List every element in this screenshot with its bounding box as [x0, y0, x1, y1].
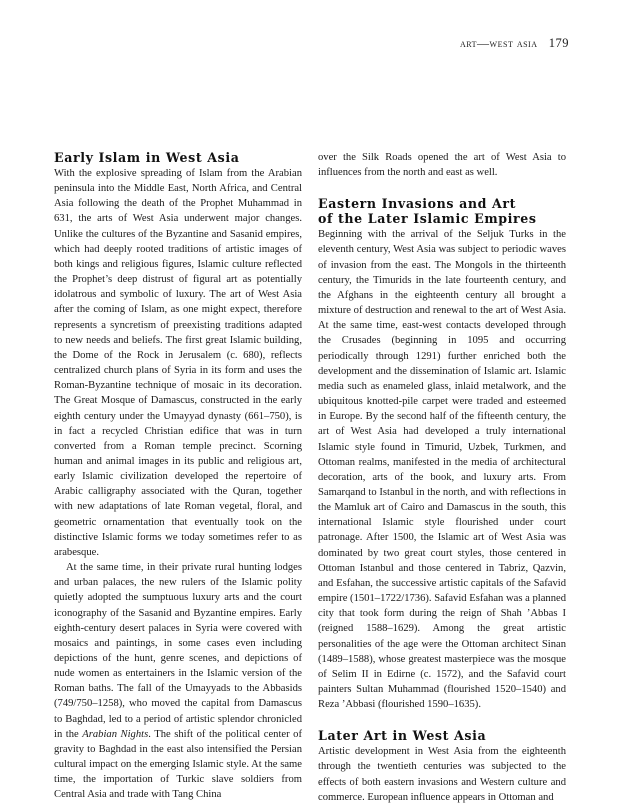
paragraph-later-art: Artistic development in West Asia from the eighteenth through the twentieth centuries was subjected to the effects of both eastern invasions and Western culture and commerce. European influence appears in Ottoman and: [318, 746, 566, 803]
section-heading-eastern-invasions: [318, 196, 566, 226]
heading-line-1: Eastern Invasions and Art: [318, 196, 517, 212]
running-head-section: art—west asia: [460, 36, 538, 50]
section-heading-early-islam: Early Islam in West Asia: [54, 150, 240, 165]
heading-line-2: of the Later Islamic Empires: [318, 211, 537, 227]
right-column: [318, 150, 566, 805]
paragraph-early-islam-2-text-b: . The shift of the political center of gravity to Baghdad in the east also intensified the Persian cultural impact on the emerging Islamic style. At the same time, the importation of Turkic slave soldiers from Central Asia and trade with Tang China: [54, 728, 303, 801]
paragraph-early-islam-2: [54, 560, 302, 803]
left-column: [54, 150, 302, 803]
arabian-nights-title: Arabian Nights: [82, 728, 149, 740]
paragraph-eastern-invasions: Beginning with the arrival of the Seljuk Turks in the eleventh century, West Asia was subject to periodic waves of invasion from the east. The Mongols in the thirteenth century, the Timurids in the late fourteenth century, and the Afghans in the eighteenth century all brought a mixture of destruction and renewal to the art of West Asia. At the same time, east-west contacts developed through the Crusades (beginning in 1095 and occurring periodically through 1291) further enriched both the development and the dissemination of Islamic art. Islamic media such as enameled glass, inlaid metalwork, and the ubiquitous knotted-pile carpet were traded and esteemed in Europe. By the second half of the fifteenth century, the art of West Asia had developed a truly international Islamic style found in Timurid, Uzbek, Turkmen, and Ottoman realms, manifested in the media of architectural decoration, arts of the book, and luxury arts. From Samarqand to Istanbul in the north, and with reflections in the Mamluk art of Cairo and Damascus in the south, this international Islamic style flourished under court patronage. After 1500, the Islamic art of West Asia was dominated by two great court styles, those centered in Ottoman Istanbul and those centered in Tabriz, Qazvin, and Esfahan, the successive artistic capitals of the Safavid empire (1501–1722/1736). Safavid Esfahan was a planned city that took form during the reign of Shah ’Abbas I (reigned 1588–1629). Among the great artistic personalities of the age were the Ottoman architect Sinan (1489–1588), whose greatest masterpiece was the mosque of Selim II in Edirne (c. 1572), and the Safavid court painters Sultan Muhammad (flourished 1520–1540) and Reza ’Abbasi (flourished 1590–1635).: [318, 229, 567, 711]
section-heading-later-art: Later Art in West Asia: [318, 728, 487, 744]
paragraph-early-islam-1: With the explosive spreading of Islam from the Arabian peninsula into the Middle East, North Africa, and Central Asia following the death of the Prophet Muhammad in 631, the arts of West Asia underwent major changes. Unlike the cultures of the Byzantine and Sasanid empires, which had deeply rooted traditions of artistic images of both kings and religious figures, Islamic culture reflected the Prophet’s deep distrust of figural art as potentially idolatrous and symbolic of luxury. The art of West Asia after the coming of Islam, as one might expect, therefore represents a syncretism of preexisting traditions adapted to new needs and beliefs. The first great Islamic building, the Dome of the Rock in Jerusalem (c. 680), reflects centralized church plans of Syria in its form and uses the Roman-Byzantine technique of mosaic in its decoration. The Great Mosque of Damascus, constructed in the early eighth century under the Umayyad dynasty (661–750), is in fact a recycled Christian edifice that was in turn converted from a Roman temple precinct. Scorning human and animal images in its public and religious art, early Islamic civilization developed the repertoire of Arabic calligraphy associated with the Quran, together with new adaptations of late Roman vegetal, floral, and geometric ornamentation that eventually took on the distinctive Islamic forms we today sometimes refer to as arabesque.: [54, 168, 302, 558]
running-head: [460, 36, 569, 51]
paragraph-continuation: over the Silk Roads opened the art of West Asia to influences from the north and east as well.: [318, 152, 566, 179]
page-number: 179: [548, 36, 569, 50]
paragraph-early-islam-2-text-a: At the same time, in their private rural hunting lodges and urban palaces, the new rulers of the Islamic polity quietly adopted the sumptuous luxury arts and the court iconography of the Sasanid and Byzantine empires. Early eighth-century desert palaces in Syria were covered with mosaics and paintings, in some cases even including depictions of the hunt, genre scenes, and depictions of nude women as entertainers in the Islamic version of the Roman baths. The fall of the Umayyads to the Abbasids (749/750–1258), who moved the capital from Damascus to Baghdad, led to a period of artistic splendor chronicled in the: [54, 562, 302, 740]
